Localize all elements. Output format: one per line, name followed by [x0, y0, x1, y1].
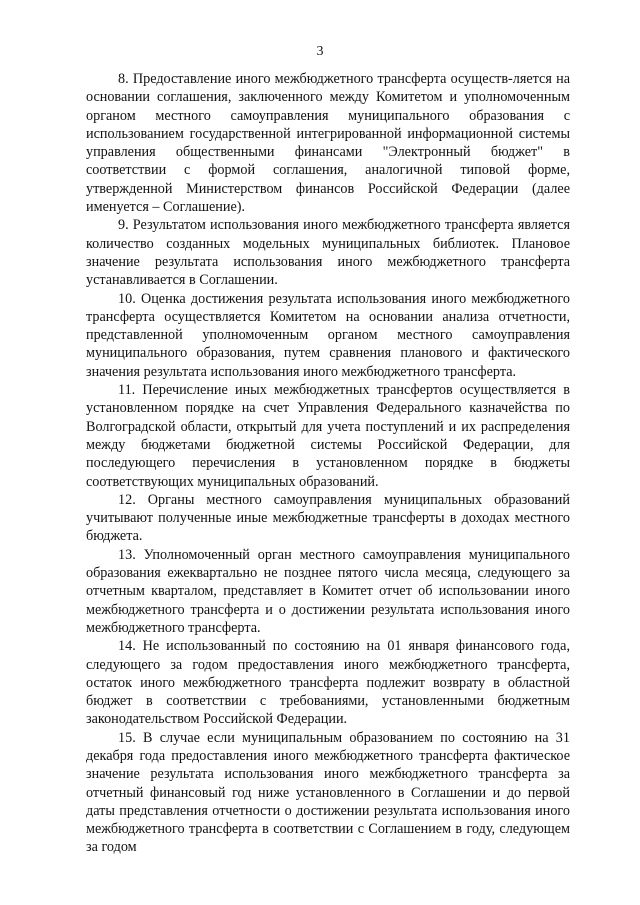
paragraph-11: 11. Перечисление иных межбюджетных трансфертов осуществляется в установленном порядке на счет Управления Федерального казначейства по Волгоградской области, открытый для учета поступлений и их распределения между бюджетами бюджетной системы Российской Федерации, для последующего перечисления в установленном порядке в бюджеты соответствующих муниципальных образований. [86, 382, 570, 490]
paragraph-8: 8. Предоставление иного межбюджетного трансферта осуществ-ляется на основании соглашения, заключенного между Комитетом и уполномоченным органом местного самоуправления муниципального образования с использованием государственной интегрированной информационной системы управления общественными финансами "Электронный бюджет" в соответствии с формой соглашения, аналогичной типовой форме, утвержденной Министерством финансов Российской Федерации (далее именуется – Соглашение). [86, 71, 570, 216]
paragraph-14: 14. Не использованный по состоянию на 01 января финансового года, следующего за годом предоставления иного межбюджетного трансферта, остаток иного межбюджетного трансферта подлежит возврату в областной бюджет в соответствии с требованиями, установленными бюджетным законодательством Российской Федерации. [86, 638, 570, 728]
paragraph-9: 9. Результатом использования иного межбюджетного трансферта является количество созданных модельных муниципальных библиотек. Плановое значение результата использования иного межбюджетного трансферта устанавливается в Соглашении. [86, 217, 570, 289]
paragraph-13: 13. Уполномоченный орган местного самоуправления муниципального образования ежеквартально не позднее пятого числа месяца, следующего за отчетным кварталом, представляет в Комитет отчет об использовании иного межбюджетного трансферта и о достижении результата использования иного межбюджетного трансферта. [86, 546, 570, 636]
page-number: 3 [316, 44, 324, 59]
paragraph-12: 12. Органы местного самоуправления муниципальных образований учитывают полученные иные межбюджетные трансферты в доходах местного бюджета. [86, 491, 570, 545]
paragraph-10: 10. Оценка достижения результата использования иного межбюджетного трансферта осуществляется Комитетом на основании анализа отчетности, представленной уполномоченным органом местного самоуправления муниципального образования, путем сравнения планового и фактического значения результата использования иного межбюджетного трансферта. [86, 290, 570, 380]
document-body [86, 70, 570, 857]
paragraph-15: 15. В случае если муниципальным образованием по состоянию на 31 декабря года предоставления иного межбюджетного трансферта фактическое значение результата использования иного межбюджетного трансферта за отчетный финансовый год ниже установленного в Соглашении и до первой даты представления отчетности о достижении результата использования иного межбюджетного трансферта в соответствии с Соглашением в году, следующем за годом [86, 729, 570, 856]
